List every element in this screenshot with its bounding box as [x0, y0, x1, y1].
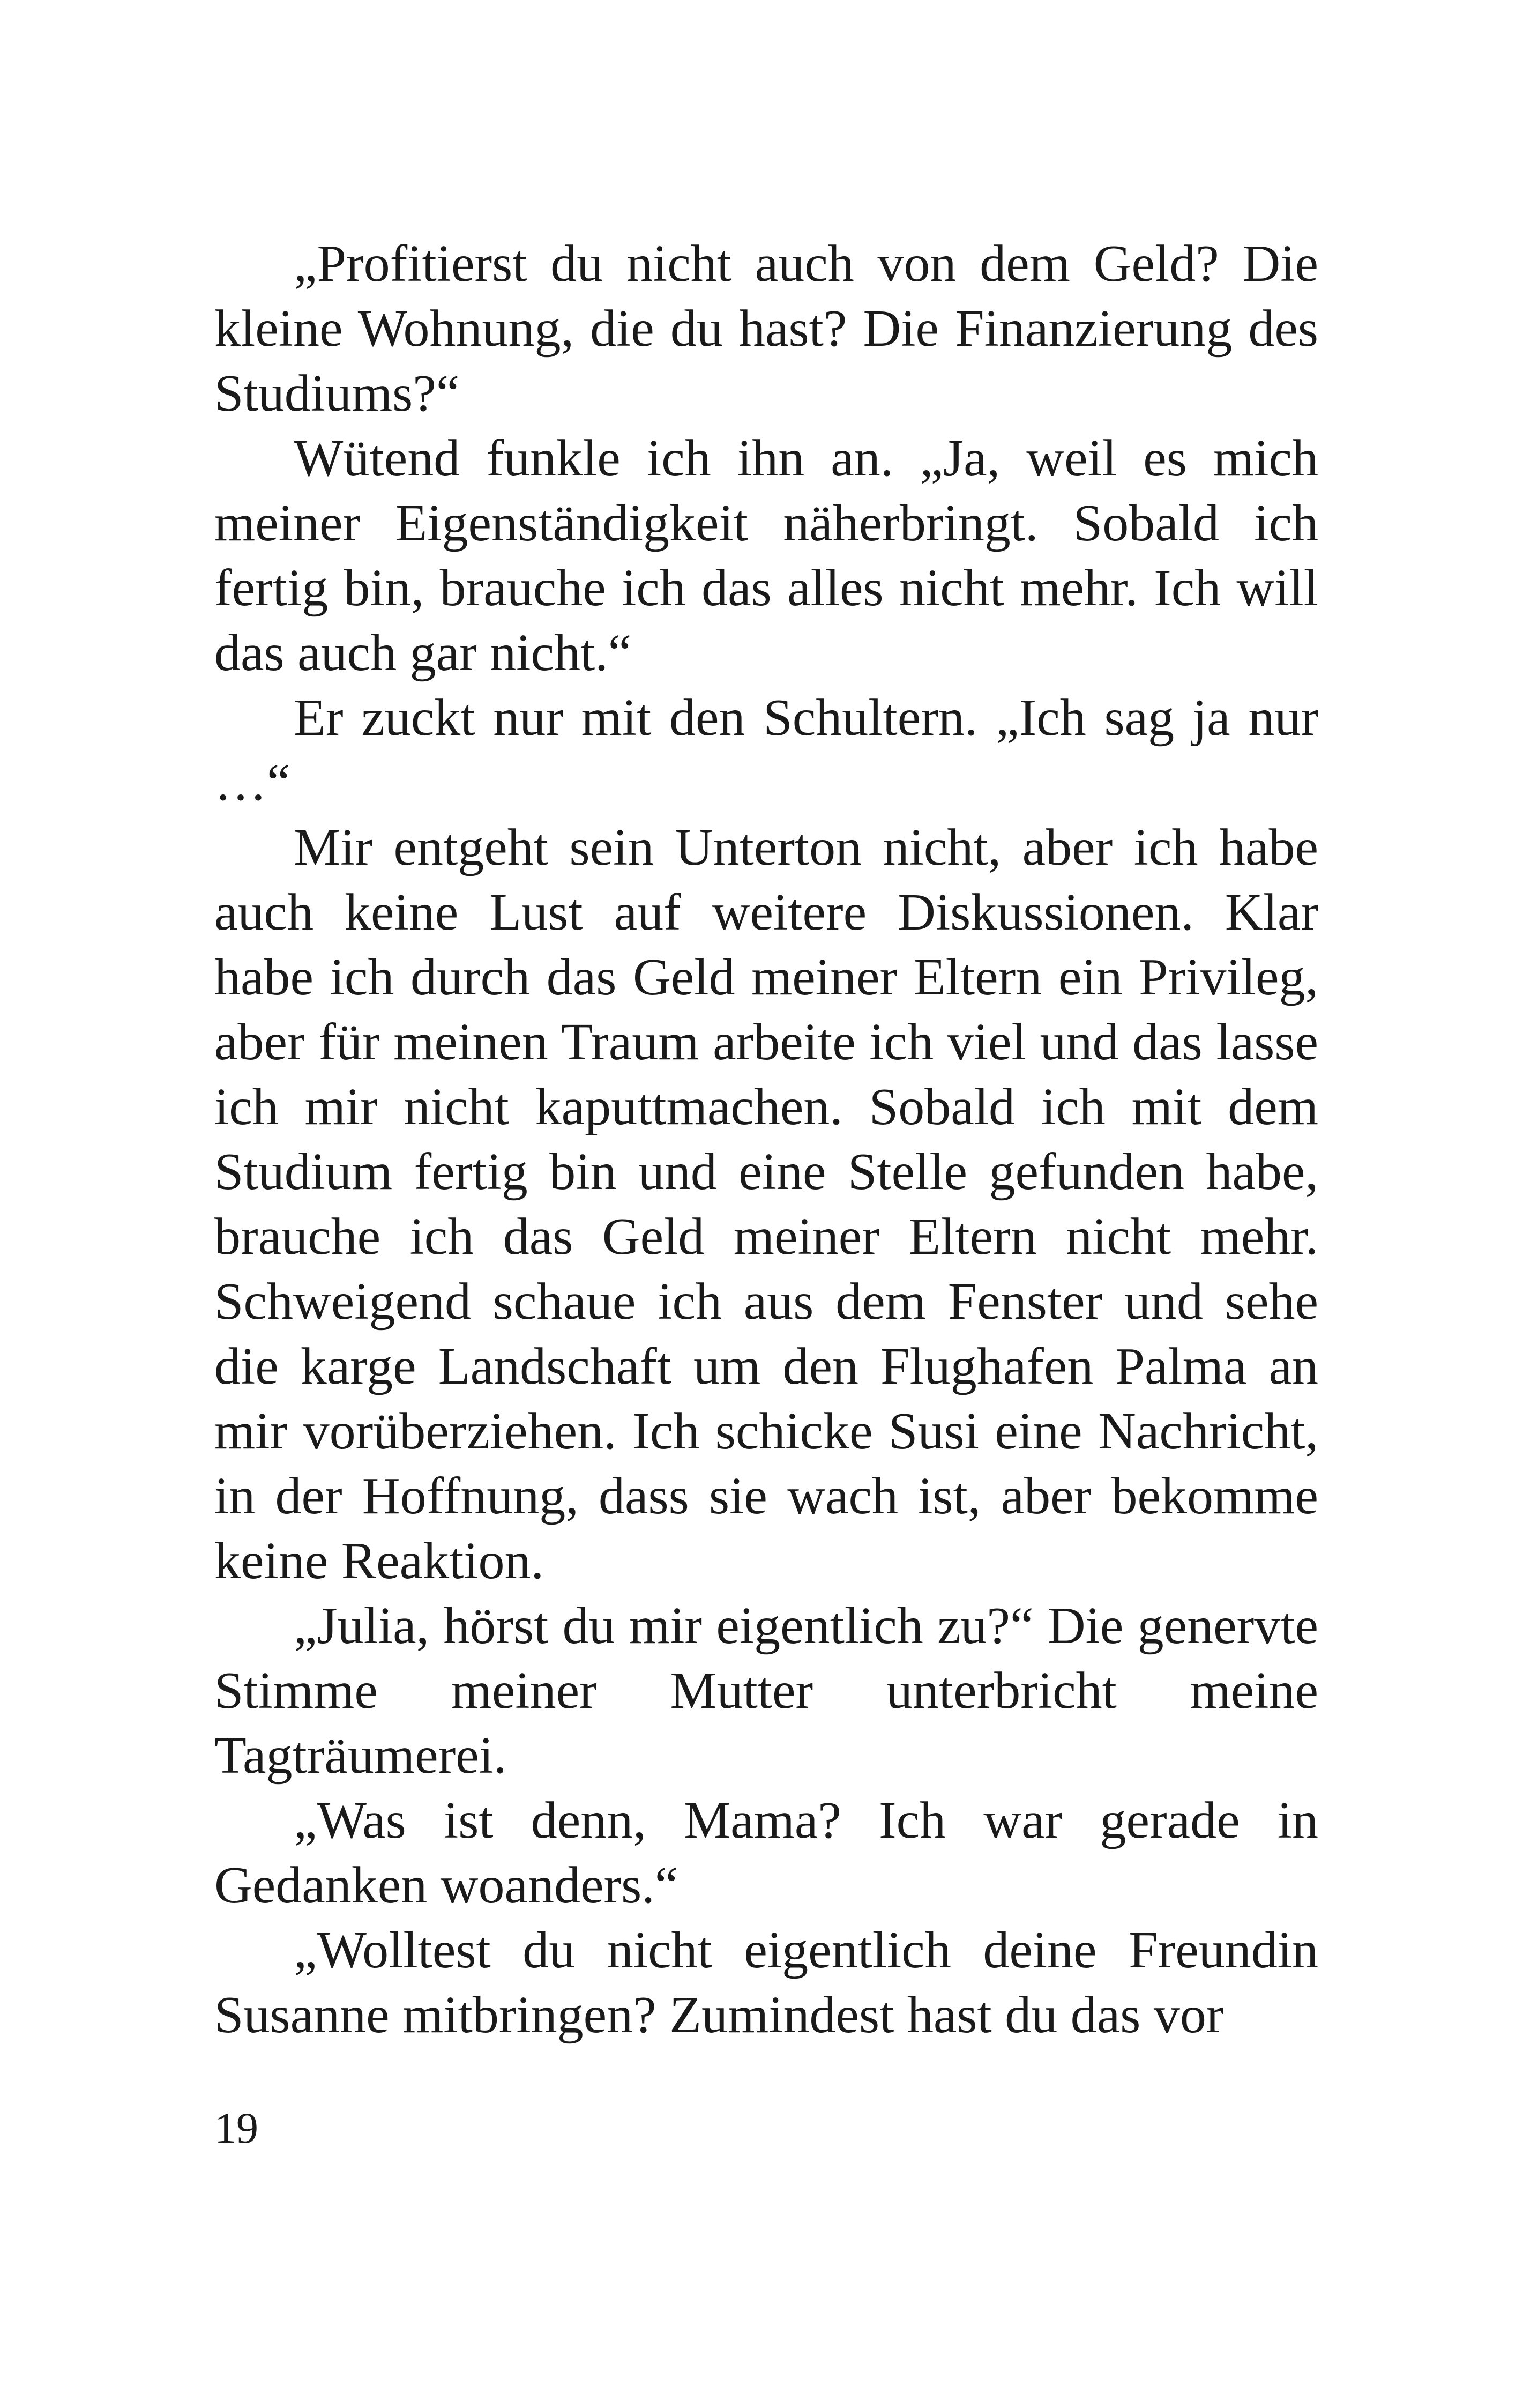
paragraph-4: Mir entgeht sein Unterton nicht, aber ich habe auch keine Lust auf weitere Diskussionen. Klar habe ich durch das Geld meiner Eltern ein Privileg, aber für meinen Traum arbeite ich viel und das lasse ich mir nicht kaputtmachen. Sobald ich mit dem Studium fertig bin und eine Stelle gefunden habe, brauche ich das Geld meiner Eltern nicht mehr. Schweigend schaue ich aus dem Fenster und sehe die karge Landschaft um den Flughafen Palma an mir vorüberziehen. Ich schicke Susi eine Nachricht, in der Hoffnung, dass sie wach ist, aber bekomme keine Reaktion.: [214, 819, 1318, 1590]
paragraph-6: „Was ist denn, Mama? Ich war gerade in Gedanken woanders.“: [214, 1792, 1318, 1914]
paragraph-2: Wütend funkle ich ihn an. „Ja, weil es mich meiner Eigenständigkeit näherbringt. Sobald ich fertig bin, brauche ich das alles nicht mehr. Ich will das auch gar nicht.“: [214, 429, 1318, 682]
paragraph-1: „Profitierst du nicht auch von dem Geld? Die kleine Wohnung, die du hast? Die Finanzierung des Studiums?“: [214, 235, 1318, 422]
paragraph-5: „Julia, hörst du mir eigentlich zu?“ Die genervte Stimme meiner Mutter unterbricht meine Tagträumerei.: [214, 1597, 1318, 1785]
paragraph-7: „Wolltest du nicht eigentlich deine Freundin Susanne mitbringen? Zumindest hast du das vor: [214, 1921, 1318, 2044]
page-number: 19: [214, 2104, 258, 2152]
body-text: [214, 232, 1318, 2048]
paragraph-3: Er zuckt nur mit den Schultern. „Ich sag ja nur …“: [214, 689, 1318, 812]
